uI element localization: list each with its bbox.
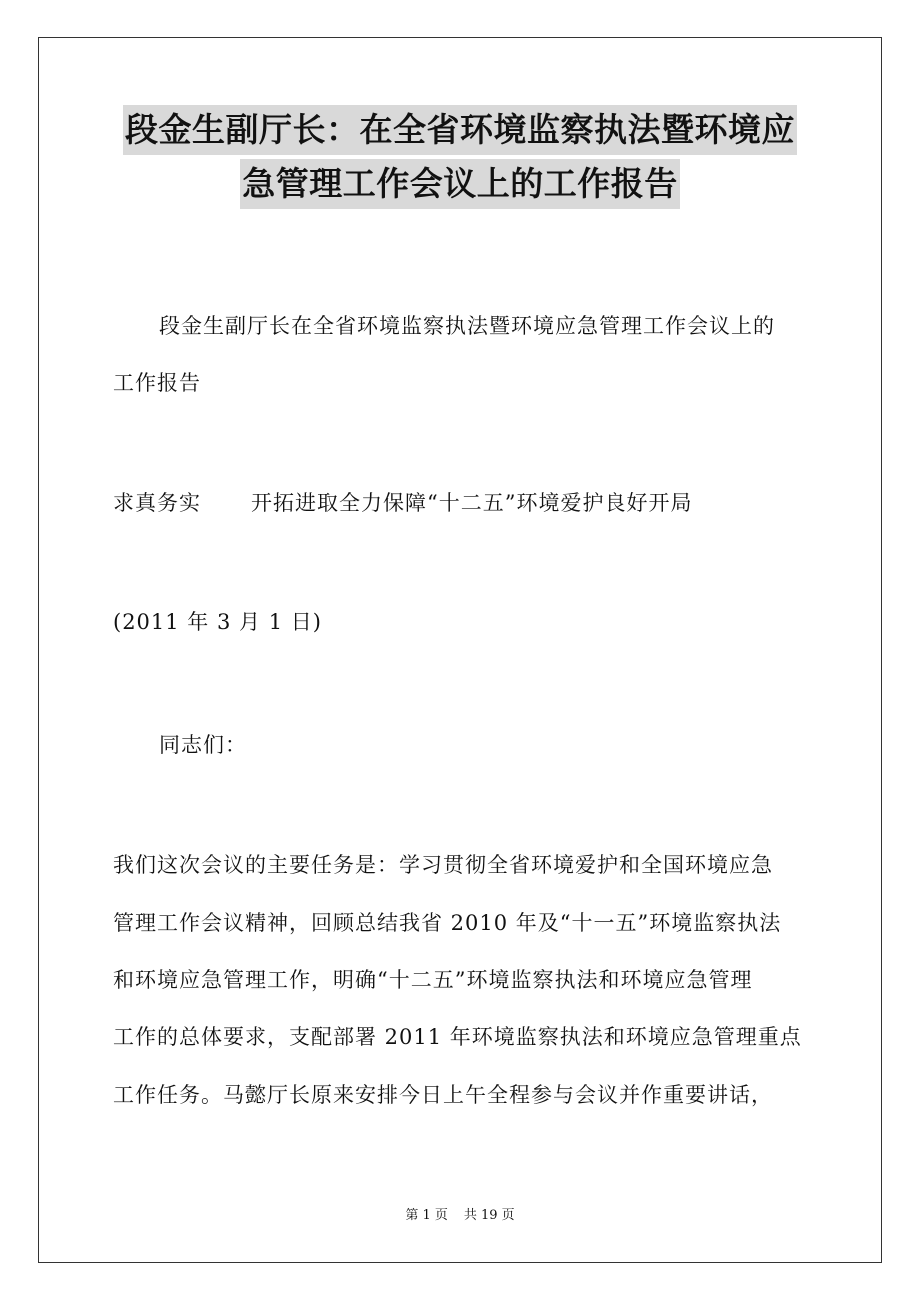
- page-number-total: 共 19 页: [463, 1208, 515, 1223]
- body-line-5: 工作任务。马懿厅长原来安排今日上午全程参与会议并作重要讲话，: [113, 1083, 773, 1107]
- subtitle-left: 求真务实: [113, 491, 201, 515]
- page-footer: [0, 1207, 920, 1225]
- title-line-1: 段金生副厅长：在全省环境监察执法暨环境应: [123, 105, 797, 155]
- subtitle-right: 开拓进取全力保障“十二五”环境爱护良好开局: [251, 491, 693, 515]
- report-date: (2011 年 3 月 1 日): [113, 610, 322, 634]
- subtitle-line: [113, 486, 813, 520]
- body-line-1: 我们这次会议的主要任务是：学习贯彻全省环境爱护和全国环境应急: [113, 853, 773, 877]
- document-title: [0, 105, 920, 213]
- intro-line-1: 段金生副厅长在全省环境监察执法暨环境应急管理工作会议上的: [159, 314, 775, 338]
- body-line-3: 和环境应急管理工作，明确“十二五”环境监察执法和环境应急管理: [113, 968, 753, 992]
- body-line-2: 管理工作会议精神，回顾总结我省 2010 年及“十一五”环境监察执法: [113, 911, 782, 935]
- title-line-2: 急管理工作会议上的工作报告: [240, 159, 680, 209]
- body-line-4: 工作的总体要求，支配部署 2011 年环境监察执法和环境应急管理重点: [113, 1025, 802, 1049]
- page-number-current: 第 1 页: [405, 1208, 448, 1223]
- intro-line-2: 工作报告: [113, 371, 201, 395]
- salutation: 同志们：: [159, 733, 247, 757]
